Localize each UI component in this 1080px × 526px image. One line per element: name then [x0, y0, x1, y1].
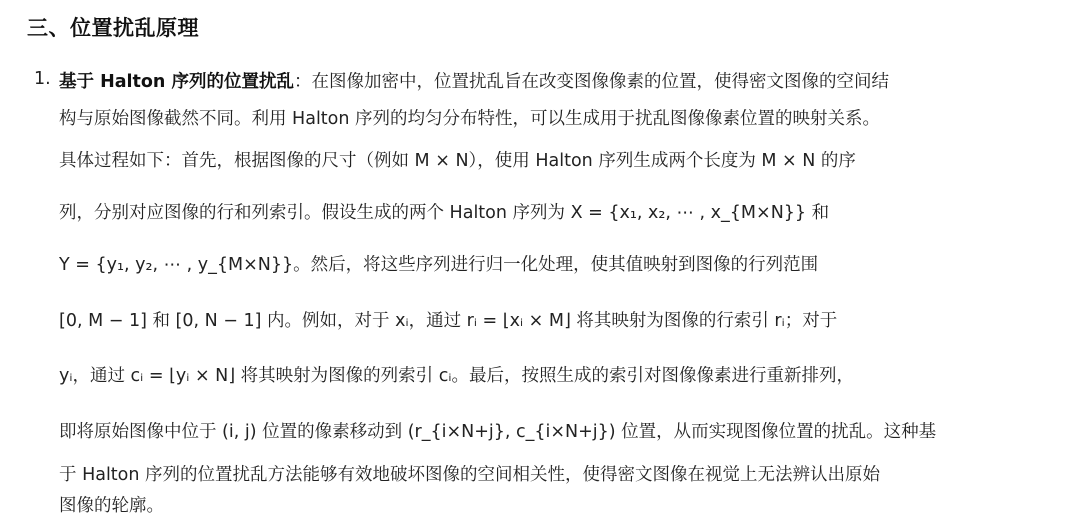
line-1-text: ：在图像加密中，位置扰乱旨在改变图像像素的位置，使得密文图像的空间结	[294, 72, 889, 92]
paragraph-line-5: Y = {y₁, y₂, ⋯ , y_{M×N}}。然后，将这些序列进行归一化处理，使其值映射到图像的行列范围	[59, 255, 819, 275]
list-item-heading: 基于 Halton 序列的位置扰乱	[59, 72, 294, 92]
paragraph-line-4: 列，分别对应图像的行和列索引。假设生成的两个 Halton 序列为 X = {x₁, x₂, ⋯ , x_{M×N}} 和	[59, 203, 830, 223]
list-item-number: 1.	[34, 69, 51, 89]
paragraph-line-8: 即将原始图像中位于 (i, j) 位置的像素移动到 (r_{i×N+j}, c_{i×N+j}) 位置，从而实现图像位置的扰乱。这种基	[59, 422, 937, 442]
paragraph-line-10: 图像的轮廓。	[59, 496, 164, 516]
paragraph-line-3: 具体过程如下：首先，根据图像的尺寸（例如 M × N），使用 Halton 序列生成两个长度为 M × N 的序	[59, 151, 856, 171]
paragraph-line-1	[59, 68, 889, 93]
paragraph-line-9: 于 Halton 序列的位置扰乱方法能够有效地破坏图像的空间相关性，使得密文图像在视觉上无法辨认出原始	[59, 465, 881, 485]
paragraph-line-6: [0, M − 1] 和 [0, N − 1] 内。例如，对于 xᵢ，通过 rᵢ = ⌊xᵢ × M⌋ 将其映射为图像的行索引 rᵢ；对于	[59, 311, 838, 331]
paragraph-line-7: yᵢ，通过 cᵢ = ⌊yᵢ × N⌋ 将其映射为图像的列索引 cᵢ。最后，按照生成的索引对图像像素进行重新排列，	[59, 366, 854, 386]
section-title: 三、位置扰乱原理	[27, 16, 199, 40]
paragraph-line-2: 构与原始图像截然不同。利用 Halton 序列的均匀分布特性，可以生成用于扰乱图像像素位置的映射关系。	[59, 109, 881, 129]
